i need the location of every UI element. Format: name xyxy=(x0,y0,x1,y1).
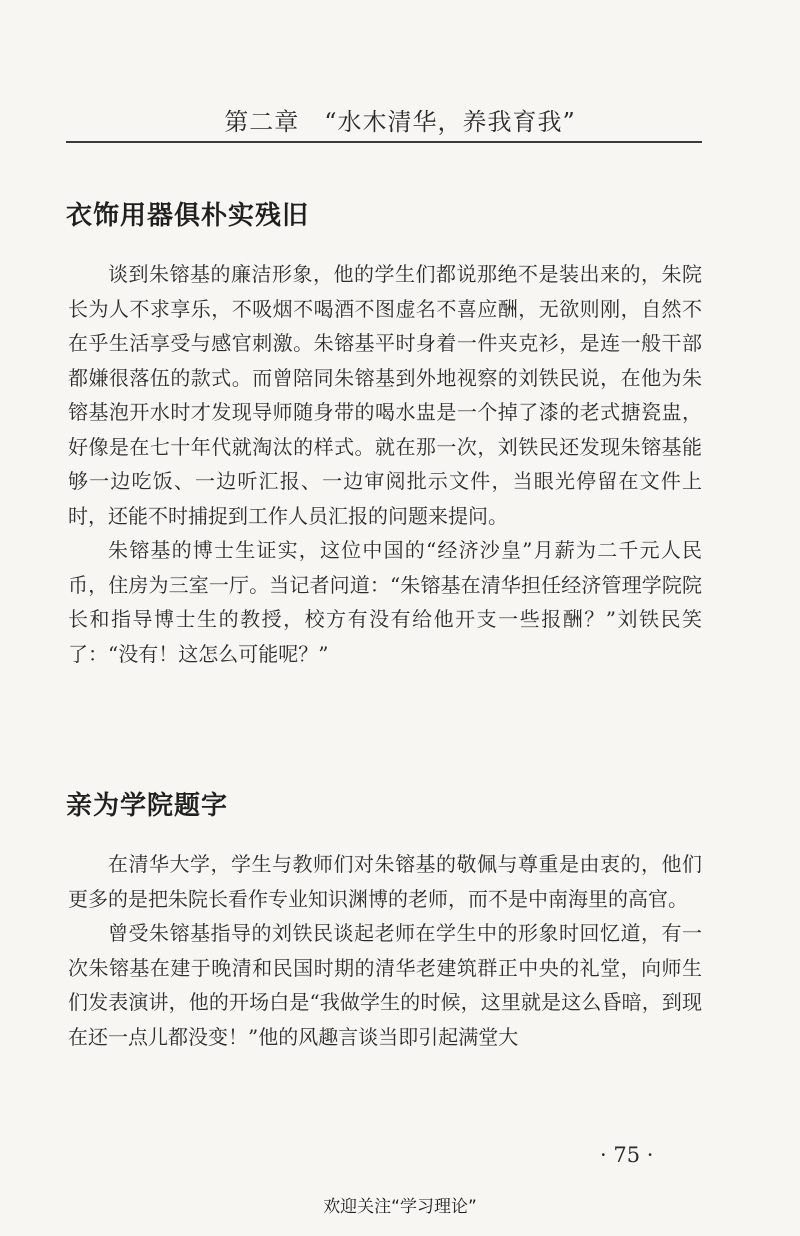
running-header: 第二章 “水木清华，养我育我” xyxy=(224,108,576,136)
footer-note: 欢迎关注“学习理论” xyxy=(323,1197,477,1217)
paragraph: 谈到朱镕基的廉洁形象，他的学生们都说那绝不是装出来的，朱院长为人不求享乐，不吸烟不喝酒不图虚名不喜应酬，无欲则刚，自然不在乎生活享受与感官刺激。朱镕基平时身着一件夹克衫，是连一般干部都嫌很落伍的款式。而曾陪同朱镕基到外地视察的刘铁民说，在他为朱镕基泡开水时才发现导师随身带的喝水盅是一个掉了漆的老式搪瓷盅，好像是在七十年代就淘汰的样式。就在那一次，刘铁民还发现朱镕基能够一边吃饭、一边听汇报、一边审阅批示文件，当眼光停留在文件上时，还能不时捕捉到工作人员汇报的问题来提问。 xyxy=(68,262,702,528)
section-2-body xyxy=(68,847,702,1054)
paragraph: 曾受朱镕基指导的刘铁民谈起老师在学生中的形象时回忆道，有一次朱镕基在建于晚清和民国时期的清华老建筑群正中央的礼堂，向师生们发表演讲，他的开场白是“我做学生的时候，这里就是这么昏暗，到现在还一点儿都没变！”他的风趣言谈当即引起满堂大 xyxy=(68,921,702,1049)
paragraph: 在清华大学，学生与教师们对朱镕基的敬佩与尊重是由衷的，他们更多的是把朱院长看作专业知识渊博的老师，而不是中南海里的高官。 xyxy=(68,852,702,911)
header-rule xyxy=(66,141,702,143)
section-1-body xyxy=(68,257,702,671)
section-title-2: 亲为学院题字 xyxy=(66,791,229,821)
page-number: · 75 · xyxy=(600,1143,654,1167)
paragraph: 朱镕基的博士生证实，这位中国的“经济沙皇”月薪为二千元人民币，住房为三室一厅。当记者问道：“朱镕基在清华担任经济管理学院院长和指导博士生的教授，校方有没有给他开支一些报酬？”刘铁民笑了：“没有！这怎么可能呢？” xyxy=(68,538,702,666)
section-title-1: 衣饰用器俱朴实残旧 xyxy=(66,201,310,231)
